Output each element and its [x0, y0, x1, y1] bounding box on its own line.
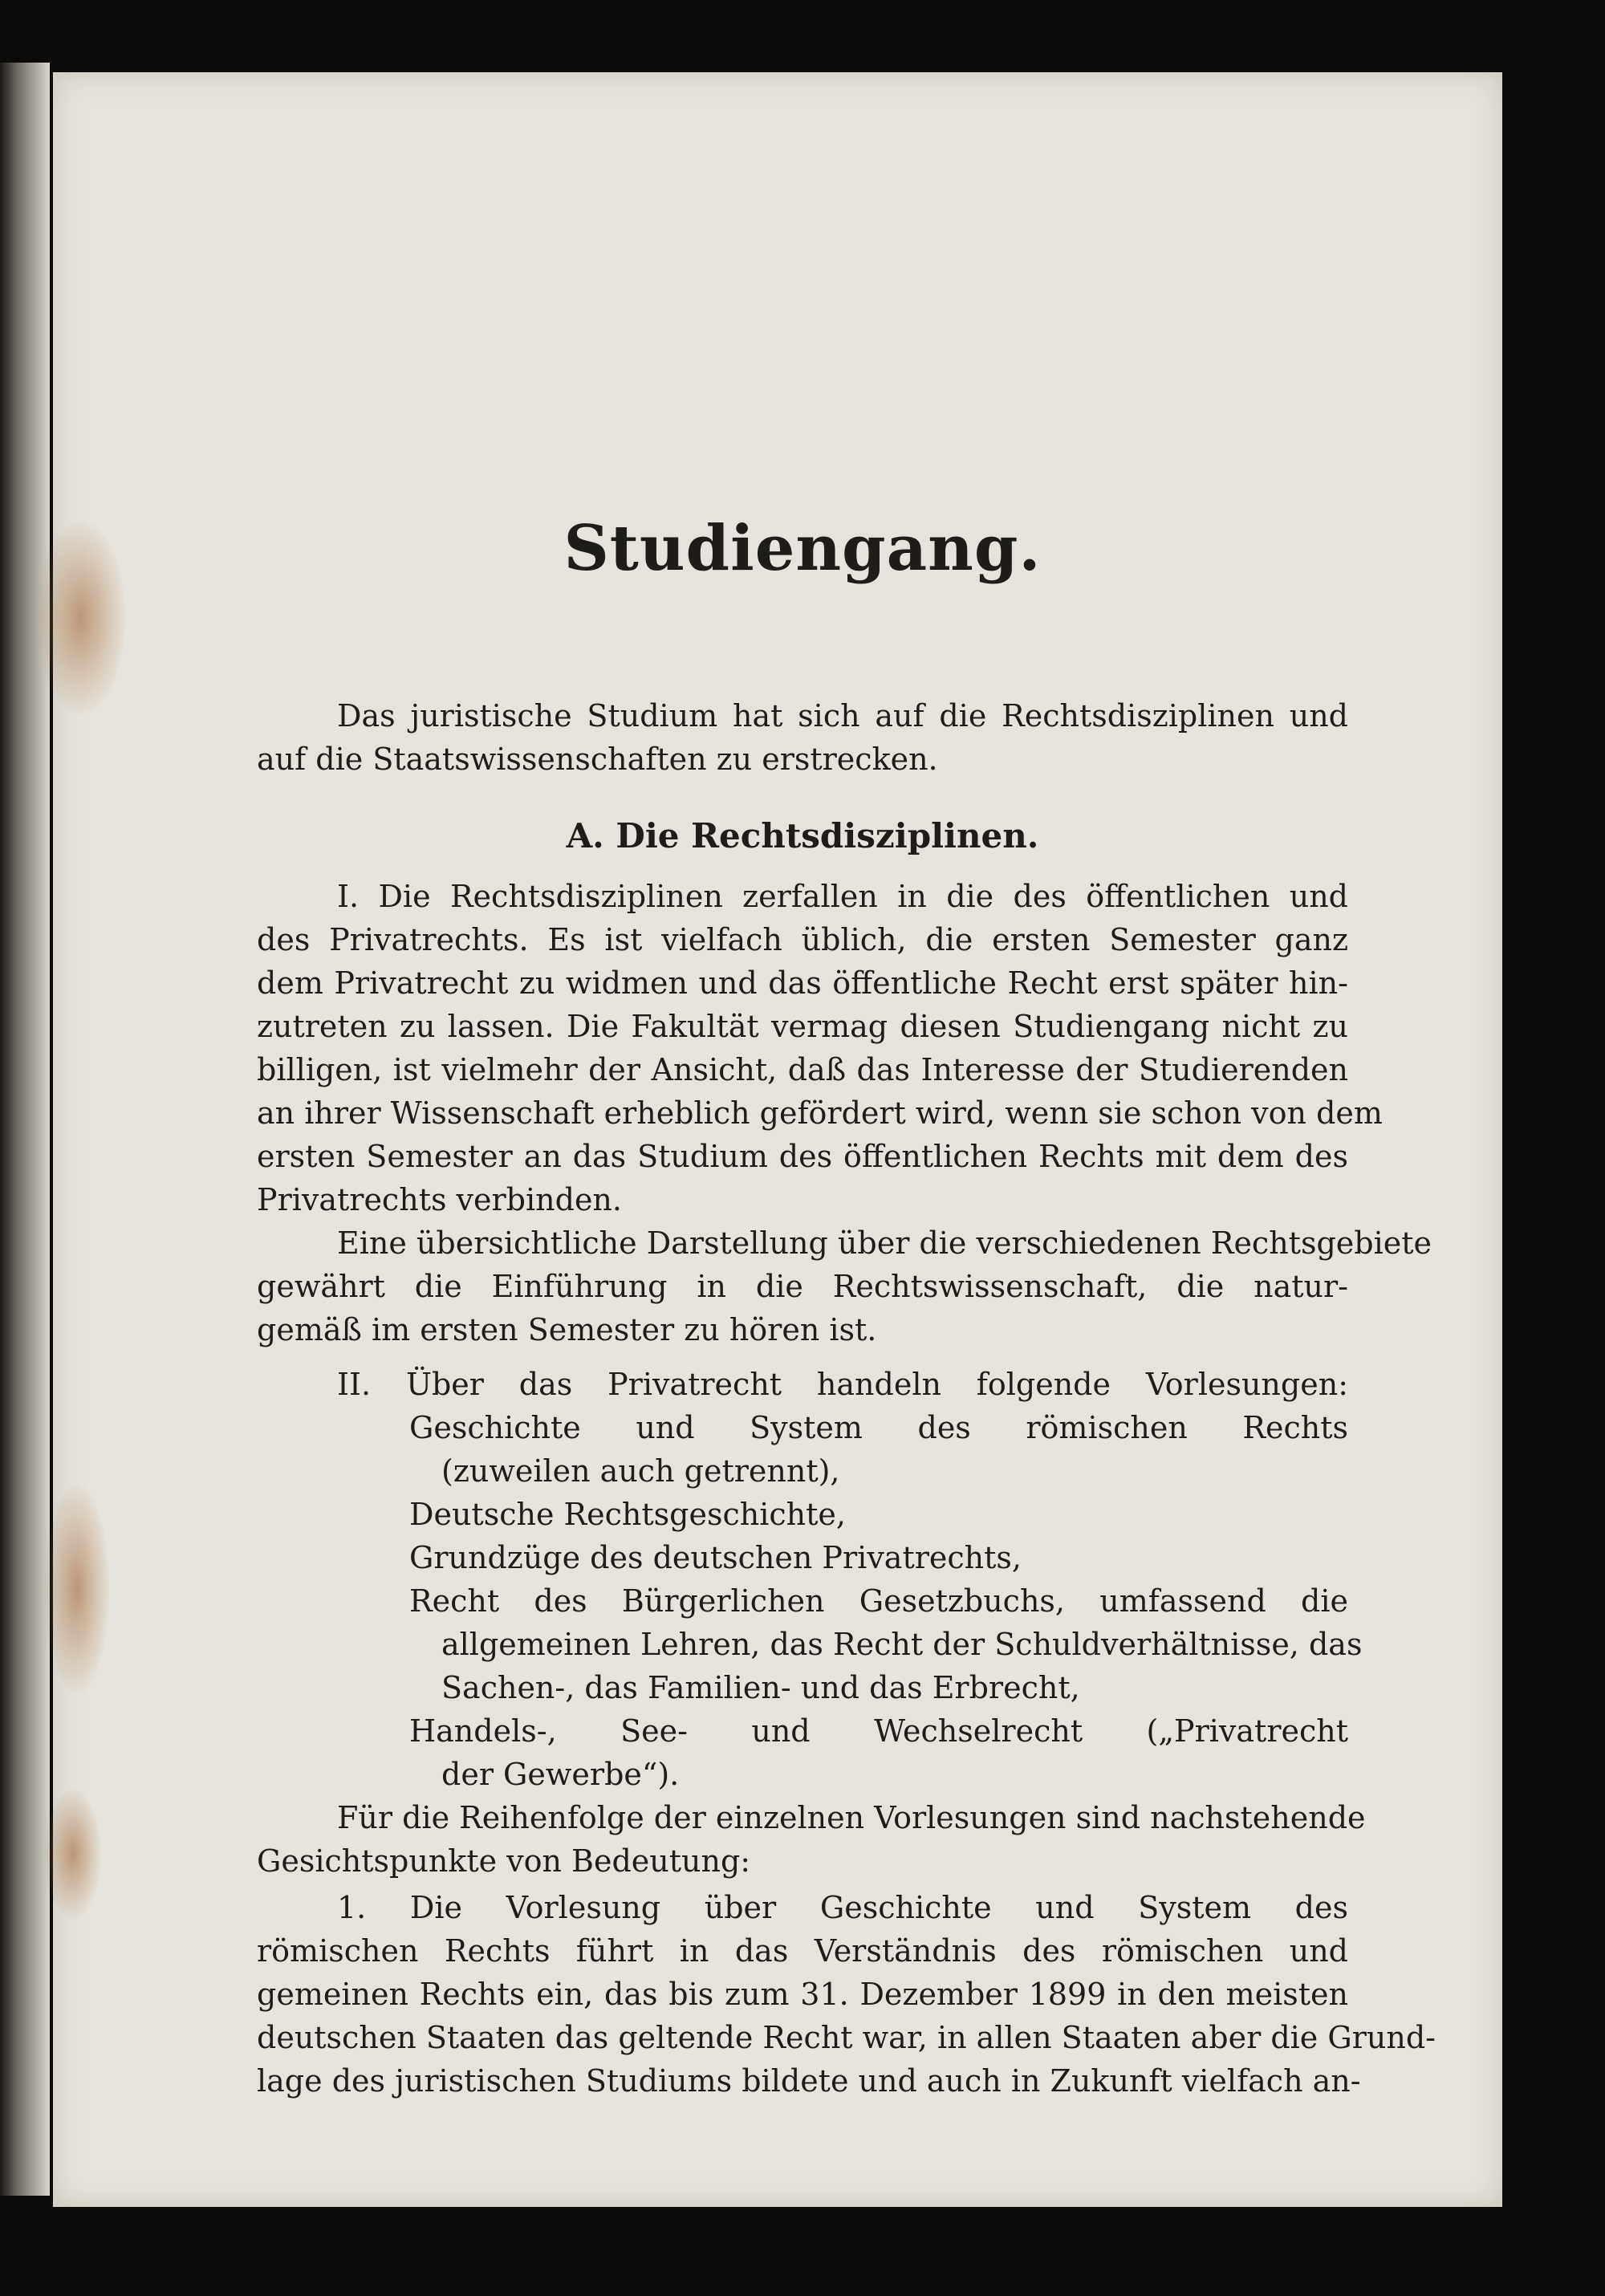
text-line: ersten Semester an das Studium des öffentlichen Rechts mit dem des [257, 1139, 1348, 1174]
text-line: der Gewerbe“). [441, 1757, 680, 1792]
text-line: Eine übersichtliche Darstellung über die verschiedenen Rechtsgebiete [337, 1225, 1432, 1261]
text-line: Für die Reihenfolge der einzelnen Vorlesungen sind nachstehende [337, 1800, 1366, 1835]
water-stain [45, 1485, 109, 1693]
text-line: Privatrechts verbinden. [257, 1182, 622, 1217]
text-line: des Privatrechts. Es ist vielfach üblich, die ersten Semester ganz [257, 922, 1348, 957]
text-line: (zuweilen auch getrennt), [441, 1453, 840, 1489]
text-line: gewährt die Einführung in die Rechtswissenschaft, die natur- [257, 1269, 1348, 1304]
left-page-edge [0, 63, 50, 2196]
text-line: deutschen Staaten das geltende Recht war, in allen Staaten aber die Grund- [257, 2020, 1436, 2055]
text-line: Das juristische Studium hat sich auf die Rechtsdisziplinen und [337, 698, 1348, 734]
text-line: auf die Staatswissenschaften zu erstrecken. [257, 742, 938, 777]
page-title: Studiengang. [563, 512, 1042, 585]
text-line: Grundzüge des deutschen Privatrechts, [409, 1540, 1022, 1575]
text-line: Deutsche Rechtsgeschichte, [409, 1497, 846, 1532]
text-line: gemeinen Rechts ein, das bis zum 31. Dezember 1899 in den meisten [257, 1977, 1348, 2012]
text-line: Geschichte und System des römischen Rechts [409, 1410, 1348, 1445]
text-line: dem Privatrecht zu widmen und das öffentliche Recht erst später hin- [257, 965, 1348, 1001]
text-line: zutreten zu lassen. Die Fakultät vermag diesen Studiengang nicht zu [257, 1009, 1348, 1044]
text-line: allgemeinen Lehren, das Recht der Schuldverhältnisse, das [441, 1627, 1363, 1662]
text-line: Handels-, See- und Wechselrecht („Privatrecht [409, 1713, 1348, 1749]
text-line: II. Über das Privatrecht handeln folgende Vorlesungen: [337, 1367, 1348, 1402]
text-line: an ihrer Wissenschaft erheblich gefördert wird, wenn sie schon von dem [257, 1095, 1383, 1131]
section-heading: A. Die Rechtsdisziplinen. [566, 816, 1039, 855]
text-line: billigen, ist vielmehr der Ansicht, daß das Interesse der Studierenden [257, 1052, 1348, 1087]
book-page [53, 72, 1502, 2207]
text-line: römischen Rechts führt in das Verständnis des römischen und [257, 1933, 1348, 1969]
text-line: gemäß im ersten Semester zu hören ist. [257, 1312, 877, 1347]
text-line: Gesichtspunkte von Bedeutung: [257, 1843, 751, 1879]
text-line: Sachen-, das Familien- und das Erbrecht, [441, 1670, 1080, 1705]
text-line: 1. Die Vorlesung über Geschichte und System des [337, 1890, 1348, 1925]
text-line: I. Die Rechtsdisziplinen zerfallen in die des öffentlichen und [337, 879, 1348, 914]
water-stain [37, 522, 125, 714]
text-line: Recht des Bürgerlichen Gesetzbuchs, umfassend die [409, 1583, 1348, 1619]
text-line: lage des juristischen Studiums bildete und auch in Zukunft vielfach an- [257, 2063, 1361, 2099]
water-stain [45, 1790, 101, 1918]
